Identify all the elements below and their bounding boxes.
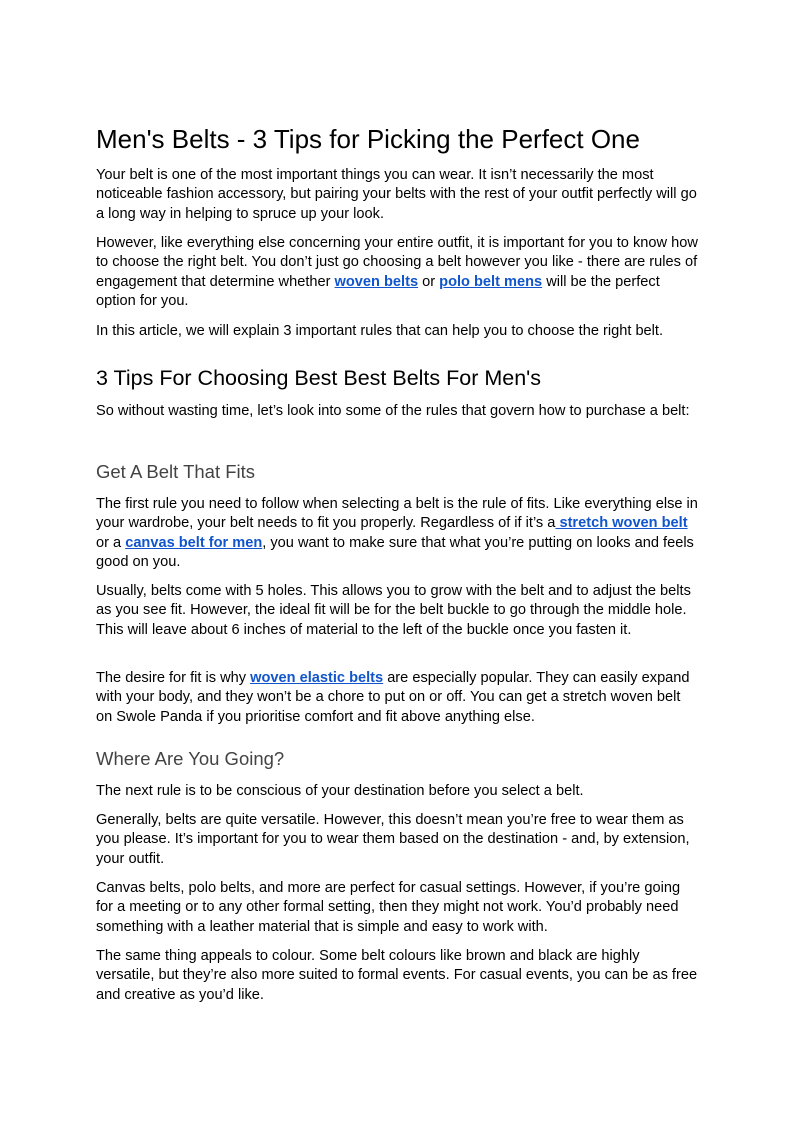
fit-paragraph-1-text-a: The first rule you need to follow when selecting a belt is the rule of fits. Like everything else in your wardrobe, your belt needs to fit you properly. Regardless of if it’s a	[96, 496, 698, 532]
page-title: Men's Belts - 3 Tips for Picking the Perfect One	[96, 124, 640, 154]
fit-paragraph-2: Usually, belts come with 5 holes. This allows you to grow with the belt and to adjust the belts as you see fit. However, the ideal fit will be for the belt buckle to go through the middle hole. This will leave about 6 inches of material to the left of the buckle once you fasten it.	[96, 583, 691, 638]
fit-paragraph-1-text-b: or a	[96, 534, 126, 551]
fit-paragraph-3-text-b: are especially popular. They can easily expand with your body, and they won’t be a chore to put on or off. You can get a stretch woven belt on Swole Panda if you prioritise comfort and fit above anything else.	[96, 670, 690, 725]
going-paragraph-2: Generally, belts are quite versatile. However, this doesn’t mean you’re free to wear them as you please. It’s important for you to wear them based on the destination - and, by extension, your outfit.	[96, 812, 690, 867]
stretch-woven-belt-link[interactable]: stretch woven belt	[555, 515, 688, 532]
intro-paragraph-2	[96, 234, 700, 312]
fit-paragraph-3	[96, 669, 700, 727]
fit-paragraph-1	[96, 495, 700, 573]
section-lead-paragraph: So without wasting time, let’s look into some of the rules that govern how to purchase a belt:	[96, 403, 690, 419]
going-paragraph-3: Canvas belts, polo belts, and more are perfect for casual settings. However, if you’re going for a meeting or to any other formal setting, then they might not work. You’d probably need something with a leather material that is simple and easy to work with.	[96, 880, 681, 935]
intro-paragraph-2-text-a: However, like everything else concerning your entire outfit, it is important for you to know how to choose the right belt. You don’t just go choosing a belt however you like - there are rules of engagement that determine whether	[96, 235, 698, 290]
canvas-belt-for-men-link[interactable]: canvas belt for men	[125, 534, 263, 551]
intro-paragraph-3: In this article, we will explain 3 important rules that can help you to choose the right belt.	[96, 323, 664, 339]
intro-paragraph-2-text-b: or	[418, 273, 440, 290]
intro-paragraph-1: Your belt is one of the most important things you can wear. It isn’t necessarily the most noticeable fashion accessory, but pairing your belts with the rest of your outfit perfectly will go a long way in helping to spruce up your look.	[96, 167, 697, 222]
fit-paragraph-3-text-a: The desire for fit is why	[96, 670, 251, 686]
going-paragraph-1: The next rule is to be conscious of your destination before you select a belt.	[96, 783, 584, 799]
woven-elastic-belts-link[interactable]: woven elastic belts	[250, 670, 384, 686]
fit-paragraph-1-text-c: , you want to make sure that what you’re putting on looks and feels good on you.	[96, 534, 694, 571]
subheading-where-are-you-going: Where Are You Going?	[96, 748, 285, 769]
section-heading: 3 Tips For Choosing Best Best Belts For Men's	[96, 366, 542, 390]
polo-belt-mens-link[interactable]: polo belt mens	[439, 273, 543, 290]
subheading-get-a-belt-that-fits: Get A Belt That Fits	[96, 461, 256, 482]
going-paragraph-4: The same thing appeals to colour. Some belt colours like brown and black are highly versatile, but they’re also more suited to formal events. For casual events, you can be as free and creative as you’d like.	[96, 948, 698, 1003]
intro-paragraph-2-text-c: will be the perfect option for you.	[96, 273, 660, 310]
woven-belts-link[interactable]: woven belts	[334, 273, 419, 290]
